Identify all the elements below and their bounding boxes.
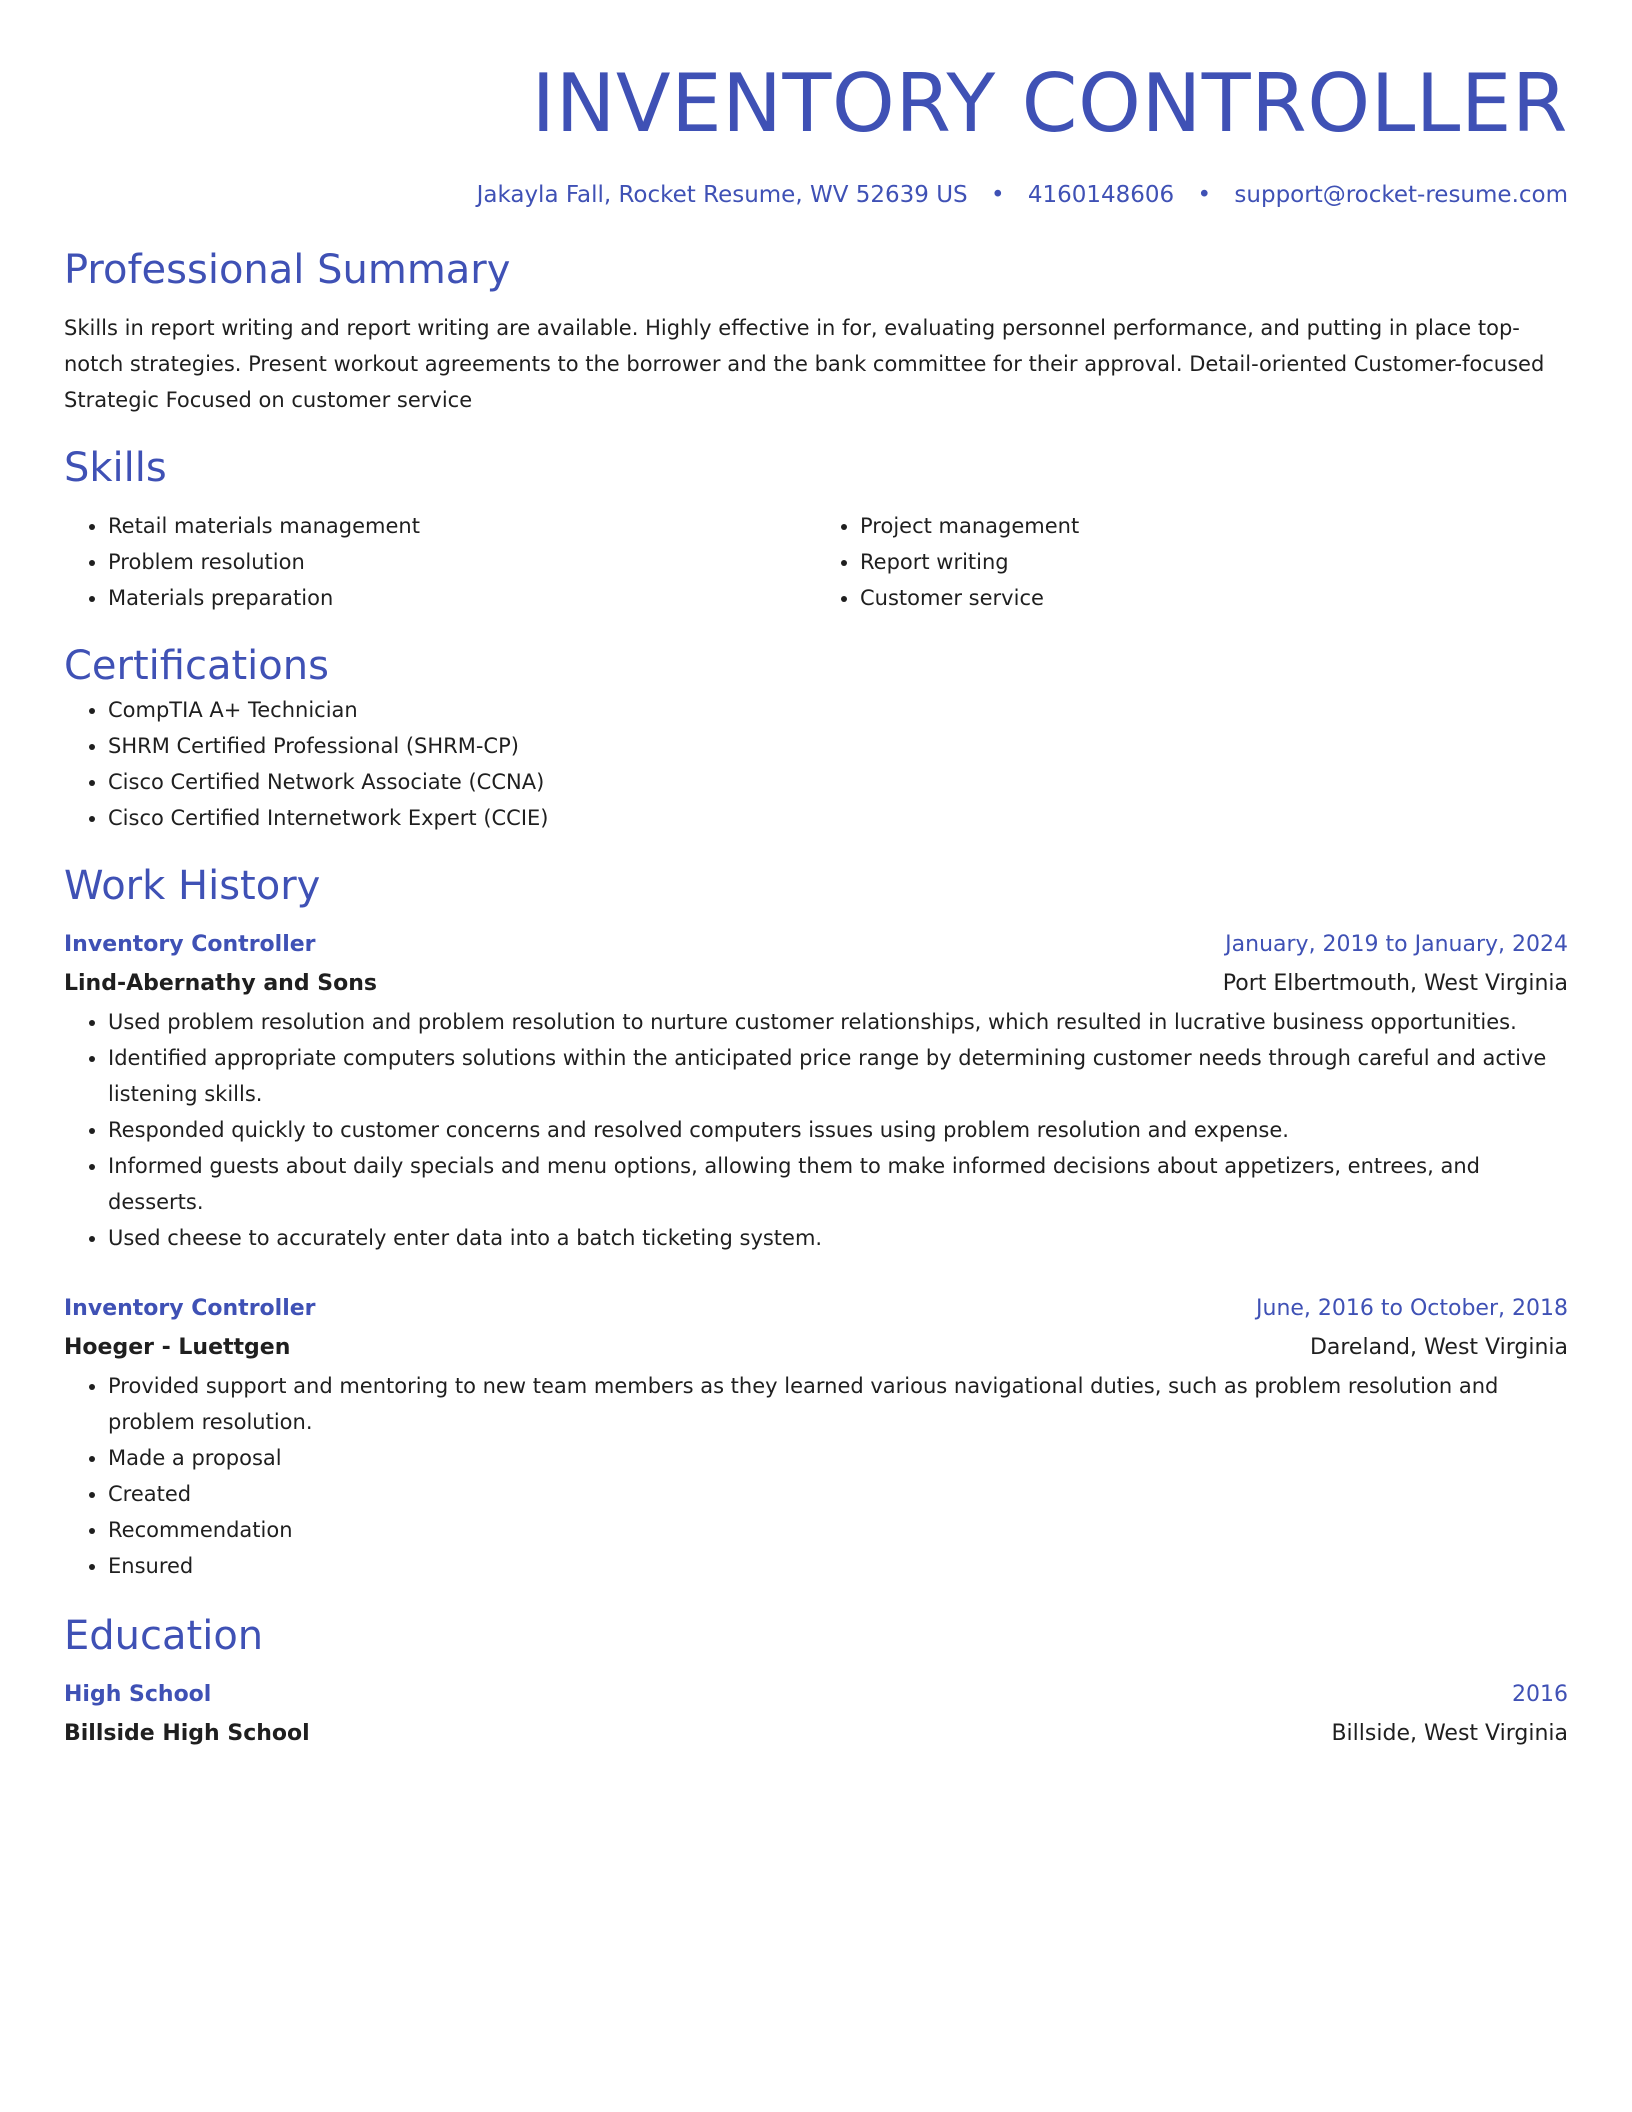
contact-email: support@rocket-resume.com <box>1234 182 1568 208</box>
certifications-heading: Certifications <box>64 643 329 689</box>
education-degree: High School <box>64 1682 212 1707</box>
job-bullet: • Informed guests about daily specials and menu options, allowing them to make informed decisions about appetizers, entrees, and desserts. <box>108 1148 1568 1220</box>
certification-item: • SHRM Certified Professional (SHRM-CP) <box>108 728 1568 764</box>
contact-line <box>64 178 1568 212</box>
skills-column-right <box>816 508 1568 616</box>
job-entry <box>64 926 1568 1256</box>
skill-item: • Report writing <box>860 544 1568 580</box>
skill-item: • Materials preparation <box>108 580 816 616</box>
resume-title: INVENTORY CONTROLLER <box>531 57 1568 150</box>
skills-column-left <box>64 508 816 616</box>
job-bullet: • Identified appropriate computers solutions within the anticipated price range by determining customer needs through careful and active listening skills. <box>108 1040 1568 1112</box>
job-location: Dareland, West Virginia <box>1309 1335 1568 1360</box>
certifications-list <box>64 692 1568 836</box>
skill-item: • Problem resolution <box>108 544 816 580</box>
job-title: Inventory Controller <box>64 932 316 957</box>
education-entry <box>64 1676 1568 1754</box>
job-bullet: • Used problem resolution and problem resolution to nurture customer relationships, which resulted in lucrative business opportunities. <box>108 1004 1568 1040</box>
certification-item: • CompTIA A+ Technician <box>108 692 1568 728</box>
certification-item: • Cisco Certified Internetwork Expert (CCIE) <box>108 800 1568 836</box>
skill-item: • Project management <box>860 508 1568 544</box>
summary-text: Skills in report writing and report writing are available. Highly effective in for, evaluating personnel performance, and putting in place top-notch strategies. Present workout agreements to the borrower and the bank committee for their approval. Detail-oriented Customer-focused Strategic Focused on customer service <box>64 316 1545 412</box>
job-employer: Hoeger - Luettgen <box>64 1335 291 1360</box>
job-header-row <box>64 926 1568 964</box>
job-bullet: • Recommendation <box>108 1512 1568 1548</box>
education-header-row <box>64 1676 1568 1714</box>
education-school: Billside High School <box>64 1721 310 1746</box>
contact-separator: • <box>1197 182 1212 208</box>
job-employer-row <box>64 1328 1568 1368</box>
summary-heading: Professional Summary <box>64 247 511 293</box>
job-title: Inventory Controller <box>64 1296 316 1321</box>
job-entry <box>64 1290 1568 1584</box>
contact-phone: 4160148606 <box>1027 182 1175 208</box>
job-bullet: • Made a proposal <box>108 1440 1568 1476</box>
job-dates: June, 2016 to October, 2018 <box>1256 1296 1568 1321</box>
contact-separator: • <box>990 182 1005 208</box>
education-school-row <box>64 1714 1568 1754</box>
job-bullet: • Ensured <box>108 1548 1568 1584</box>
job-responsibilities <box>64 1004 1568 1256</box>
contact-address: Jakayla Fall, Rocket Resume, WV 52639 US <box>476 182 968 208</box>
skills-heading: Skills <box>64 445 167 491</box>
job-bullet: • Created <box>108 1476 1568 1512</box>
job-dates: January, 2019 to January, 2024 <box>1225 932 1568 957</box>
job-employer-row <box>64 964 1568 1004</box>
work-history-heading: Work History <box>64 863 321 909</box>
job-location: Port Elbertmouth, West Virginia <box>1222 971 1568 996</box>
education-heading: Education <box>64 1613 264 1659</box>
job-bullet: • Provided support and mentoring to new team members as they learned various navigational duties, such as problem resolution and problem resolution. <box>108 1368 1568 1440</box>
job-bullet: • Used cheese to accurately enter data into a batch ticketing system. <box>108 1220 1568 1256</box>
job-bullet: • Responded quickly to customer concerns and resolved computers issues using problem resolution and expense. <box>108 1112 1568 1148</box>
job-responsibilities <box>64 1368 1568 1584</box>
skill-item: • Retail materials management <box>108 508 816 544</box>
job-header-row <box>64 1290 1568 1328</box>
job-employer: Lind-Abernathy and Sons <box>64 971 377 996</box>
skill-item: • Customer service <box>860 580 1568 616</box>
skills-list <box>64 508 1568 616</box>
education-location: Billside, West Virginia <box>1331 1721 1568 1746</box>
education-year: 2016 <box>1512 1682 1568 1707</box>
certification-item: • Cisco Certified Network Associate (CCNA) <box>108 764 1568 800</box>
